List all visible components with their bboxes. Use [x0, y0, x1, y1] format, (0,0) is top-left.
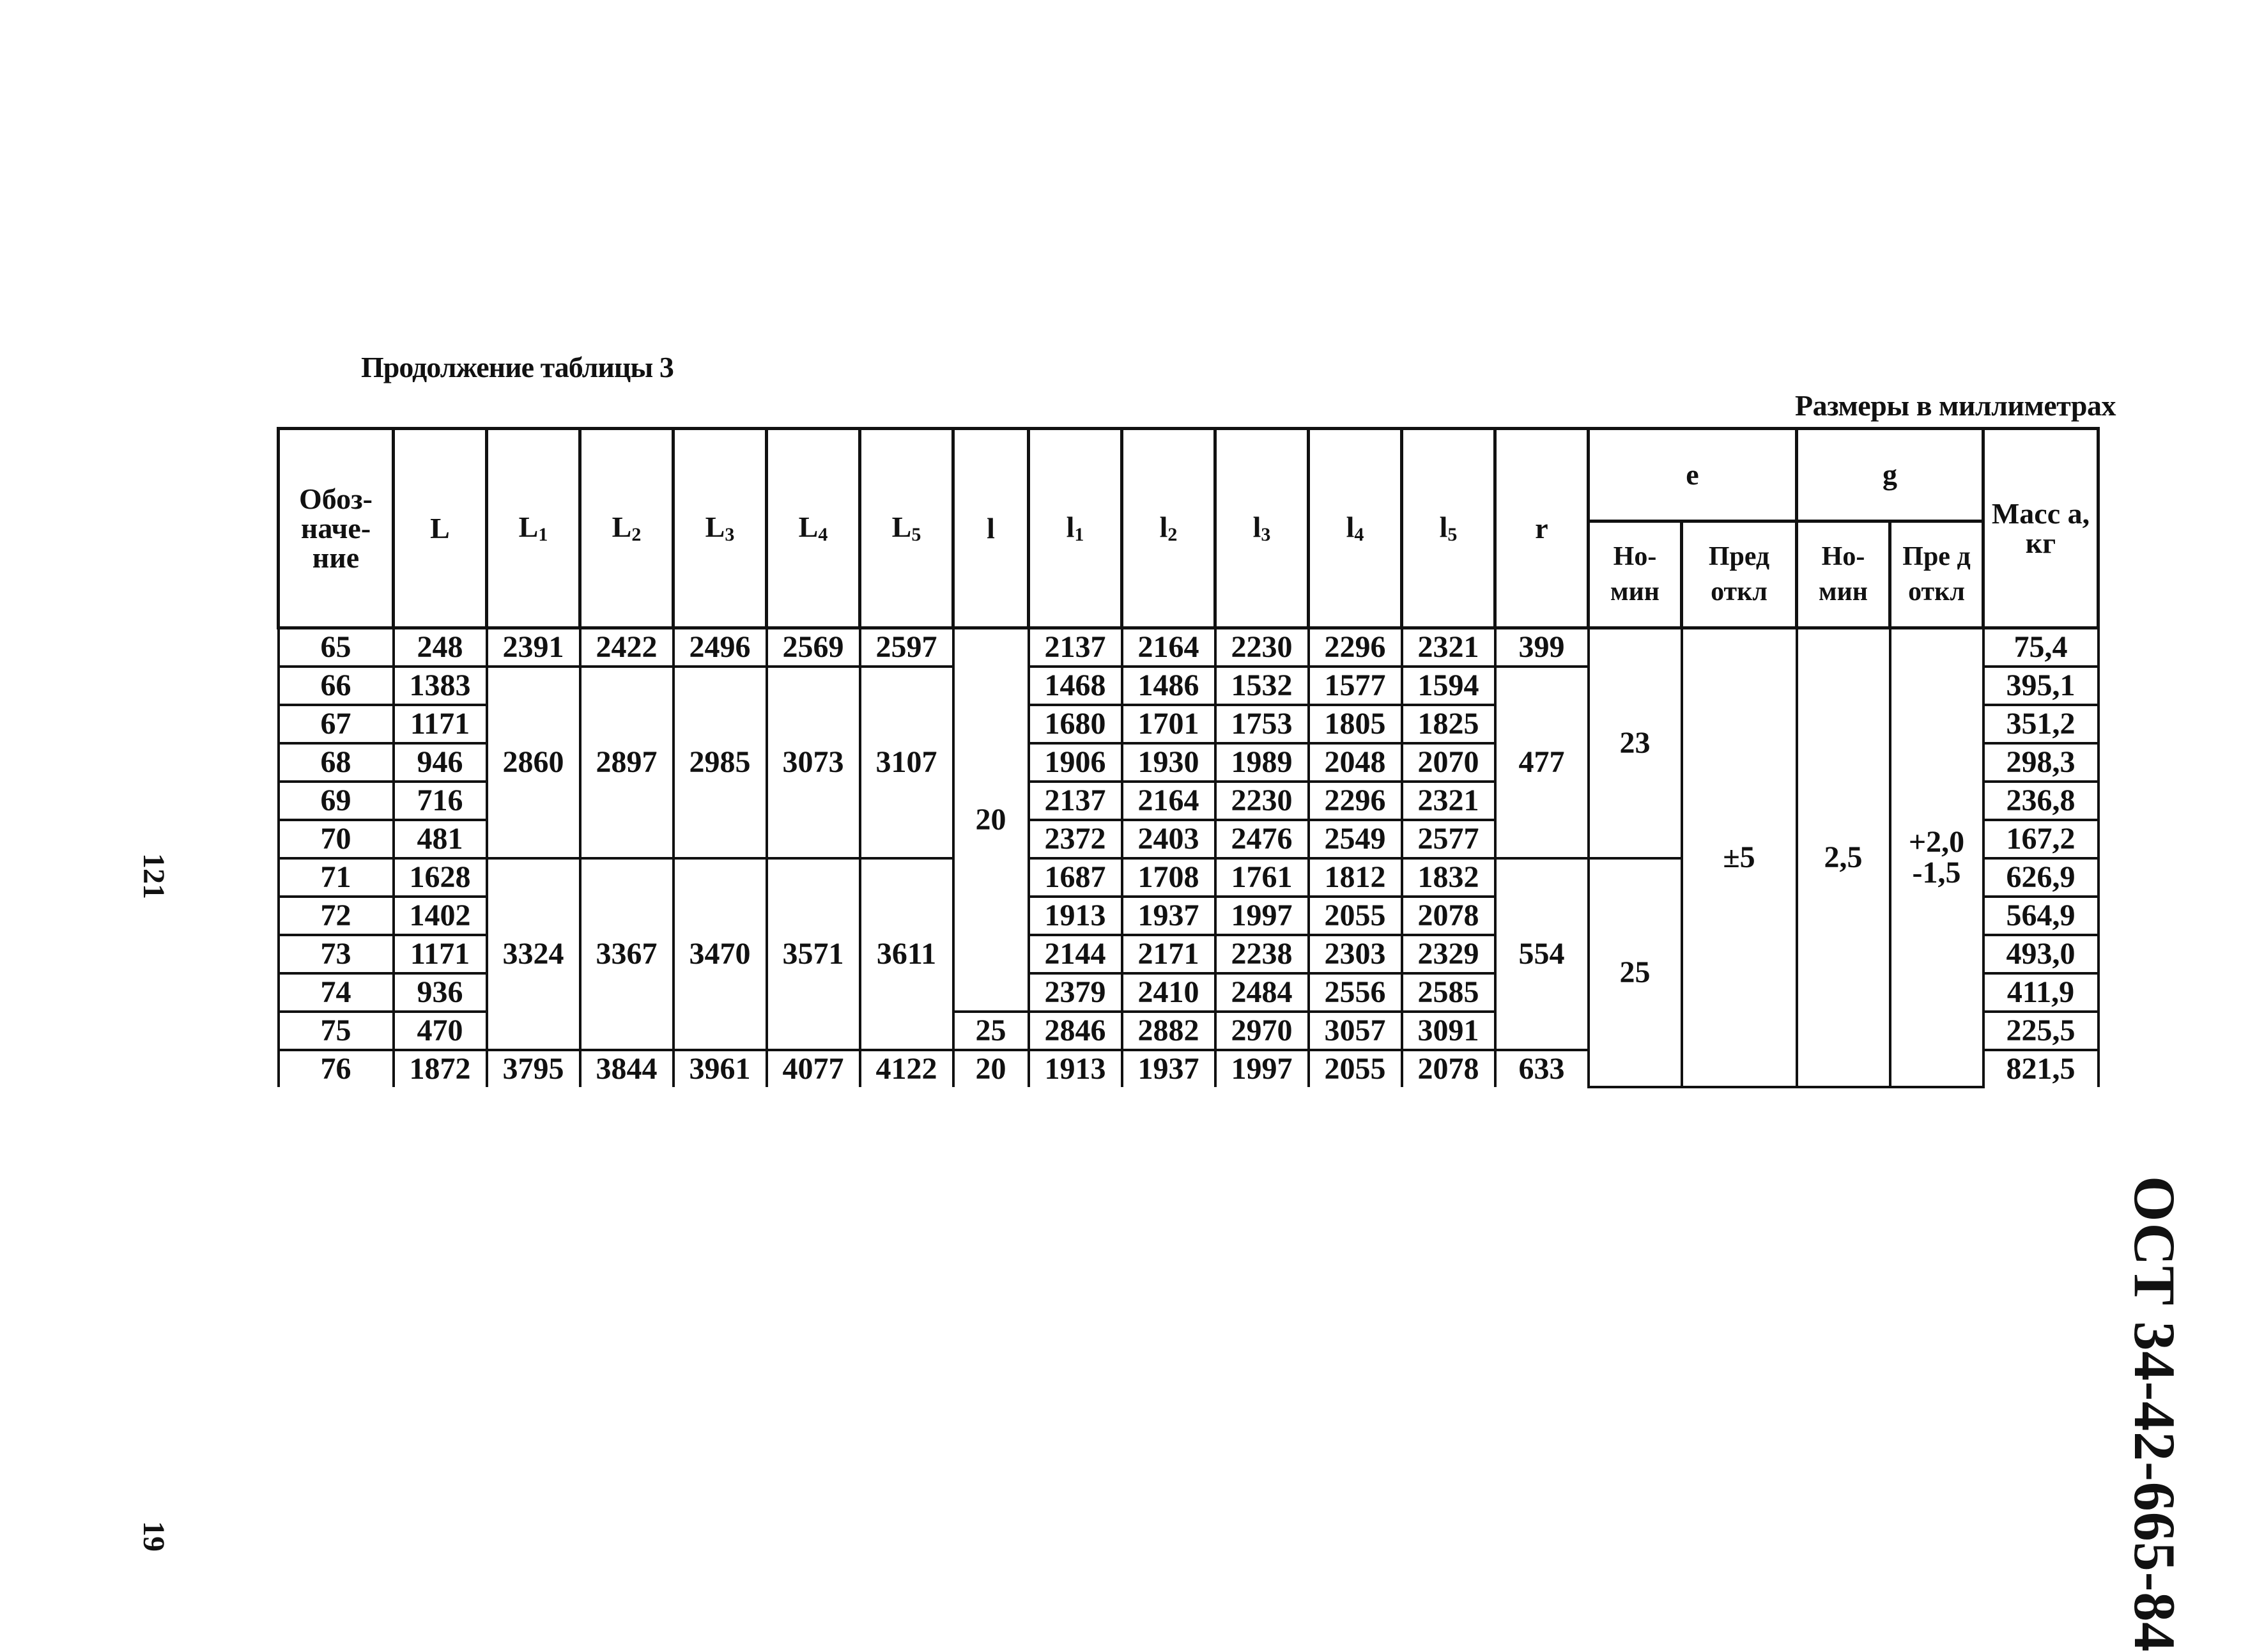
cell-L2: 2422 [580, 628, 674, 667]
cell-l3: 1997 [1215, 897, 1309, 935]
header-l3-label: l [1252, 510, 1261, 543]
cell-l3: 1989 [1215, 743, 1309, 782]
cell-l4: 2055 [1309, 897, 1402, 935]
cell-l1: 1913 [1029, 1050, 1122, 1087]
header-l5-sub: 5 [1447, 523, 1458, 545]
cell-l4: 1577 [1309, 667, 1402, 705]
cell-L: 470 [394, 1012, 487, 1050]
cell-mass: 167,2 [1983, 820, 2099, 858]
header-l2-sub: 2 [1167, 523, 1178, 545]
cell-l5: 2321 [1402, 628, 1495, 667]
cell-mass: 351,2 [1983, 705, 2099, 743]
cell-l2: 1701 [1122, 705, 1215, 743]
header-L2-sub: 2 [631, 523, 642, 545]
header-L2 [580, 429, 674, 628]
cell-l2: 1708 [1122, 858, 1215, 897]
cell-designation: 73 [279, 935, 394, 973]
header-l4-sub: 4 [1354, 523, 1364, 545]
cell-l2: 2164 [1122, 628, 1215, 667]
cell-l1: 2379 [1029, 973, 1122, 1012]
table-caption: Продолжение таблицы 3 [361, 351, 674, 383]
cell-L: 481 [394, 820, 487, 858]
header-l1 [1029, 429, 1122, 628]
cell-l3: 1753 [1215, 705, 1309, 743]
cell-mass: 225,5 [1983, 1012, 2099, 1050]
cell-l5: 2078 [1402, 1050, 1495, 1087]
cell-L: 1171 [394, 935, 487, 973]
cell-l: 20 [953, 1050, 1029, 1087]
header-L5-label: L [891, 510, 912, 543]
header-l5 [1402, 429, 1495, 628]
header-L1 [487, 429, 580, 628]
cell-L2: 3844 [580, 1050, 674, 1087]
cell-L5: 3107 [860, 667, 953, 858]
header-L3-sub: 3 [725, 523, 735, 545]
cell-l5: 2585 [1402, 973, 1495, 1012]
g-deviation-plus: +2,0 [1908, 825, 1965, 859]
page-number-top: 121 [137, 853, 171, 899]
cell-l4: 2296 [1309, 628, 1402, 667]
cell-l4: 2048 [1309, 743, 1402, 782]
cell-r: 633 [1495, 1050, 1589, 1087]
cell-l2: 1930 [1122, 743, 1215, 782]
header-r [1495, 429, 1589, 628]
header-e-deviation [1682, 521, 1797, 628]
cell-l1: 1687 [1029, 858, 1122, 897]
cell-L4: 4077 [767, 1050, 860, 1087]
cell-L1: 3795 [487, 1050, 580, 1087]
cell-designation: 71 [279, 858, 394, 897]
header-l2-label: l [1159, 510, 1168, 543]
header-L1-sub: 1 [538, 523, 548, 545]
cell-mass: 75,4 [1983, 628, 2099, 667]
header-l1-sub: 1 [1074, 523, 1084, 545]
cell-designation: 76 [279, 1050, 394, 1087]
cell-r: 399 [1495, 628, 1589, 667]
cell-L2: 3367 [580, 858, 674, 1050]
cell-L3: 3470 [674, 858, 767, 1050]
cell-designation: 65 [279, 628, 394, 667]
units-note: Размеры в миллиметрах [1795, 389, 2116, 422]
header-L4-label: L [798, 510, 819, 543]
cell-L3: 2496 [674, 628, 767, 667]
cell-l1: 2137 [1029, 782, 1122, 820]
header-l4-label: l [1346, 510, 1355, 543]
cell-g-nominal: 2,5 [1797, 628, 1890, 1088]
cell-l: 20 [953, 628, 1029, 1012]
cell-l3: 2238 [1215, 935, 1309, 973]
cell-l3: 2476 [1215, 820, 1309, 858]
header-L5-sub: 5 [911, 523, 921, 545]
cell-designation: 75 [279, 1012, 394, 1050]
cell-l5: 2329 [1402, 935, 1495, 973]
header-l2 [1122, 429, 1215, 628]
g-deviation-minus: -1,5 [1912, 856, 1961, 890]
cell-L: 1171 [394, 705, 487, 743]
header-L4-sub: 4 [818, 523, 828, 545]
cell-l2: 2410 [1122, 973, 1215, 1012]
header-g-deviation [1890, 521, 1983, 628]
header-g-nominal [1797, 521, 1890, 628]
cell-l4: 2556 [1309, 973, 1402, 1012]
header-designation [279, 429, 394, 628]
cell-l4: 2055 [1309, 1050, 1402, 1087]
cell-l1: 2144 [1029, 935, 1122, 973]
header-e-nominal-label: Но-мин [1610, 542, 1660, 606]
cell-l4: 2549 [1309, 820, 1402, 858]
cell-designation: 69 [279, 782, 394, 820]
cell-L1: 3324 [487, 858, 580, 1050]
header-g-label: g [1883, 458, 1897, 491]
cell-r: 477 [1495, 667, 1589, 858]
cell-r: 554 [1495, 858, 1589, 1050]
header-g-nominal-label: Но-мин [1818, 542, 1868, 606]
cell-L: 936 [394, 973, 487, 1012]
cell-l5: 3091 [1402, 1012, 1495, 1050]
header-mass-label: Масс а, кг [1991, 497, 2090, 559]
cell-L4: 2569 [767, 628, 860, 667]
document-code: ОСТ 34-42-665-84 [2122, 1176, 2187, 1652]
cell-L4: 3073 [767, 667, 860, 858]
header-e-label: e [1686, 458, 1699, 491]
cell-mass: 493,0 [1983, 935, 2099, 973]
cell-l3: 1997 [1215, 1050, 1309, 1087]
cell-mass: 395,1 [1983, 667, 2099, 705]
cell-l5: 1594 [1402, 667, 1495, 705]
cell-l1: 1680 [1029, 705, 1122, 743]
cell-designation: 68 [279, 743, 394, 782]
cell-l2: 2171 [1122, 935, 1215, 973]
table-row [279, 628, 2099, 667]
header-L2-label: L [612, 510, 632, 543]
header-l5-label: l [1439, 510, 1448, 543]
cell-mass: 821,5 [1983, 1050, 2099, 1087]
cell-designation: 74 [279, 973, 394, 1012]
cell-l5: 2078 [1402, 897, 1495, 935]
cell-mass: 236,8 [1983, 782, 2099, 820]
cell-l5: 2577 [1402, 820, 1495, 858]
cell-l5: 1832 [1402, 858, 1495, 897]
cell-l4: 3057 [1309, 1012, 1402, 1050]
header-l [953, 429, 1029, 628]
cell-l5: 2070 [1402, 743, 1495, 782]
header-g-deviation-label: Пре д откл [1902, 542, 1971, 606]
header-mass [1983, 429, 2099, 628]
header-L4 [767, 429, 860, 628]
page-number-bottom: 19 [137, 1521, 171, 1552]
cell-l3: 1761 [1215, 858, 1309, 897]
header-e [1589, 429, 1797, 521]
cell-l3: 2970 [1215, 1012, 1309, 1050]
cell-e-deviation: ±5 [1682, 628, 1797, 1088]
cell-e-nominal: 23 [1589, 628, 1682, 859]
cell-l: 25 [953, 1012, 1029, 1050]
cell-L5: 2597 [860, 628, 953, 667]
header-L [394, 429, 487, 628]
cell-l4: 1805 [1309, 705, 1402, 743]
cell-l4: 2303 [1309, 935, 1402, 973]
header-L5 [860, 429, 953, 628]
cell-L: 716 [394, 782, 487, 820]
cell-l1: 1913 [1029, 897, 1122, 935]
cell-L1: 2391 [487, 628, 580, 667]
cell-e-nominal: 25 [1589, 858, 1682, 1087]
cell-l1: 2846 [1029, 1012, 1122, 1050]
cell-L2: 2897 [580, 667, 674, 858]
cell-L5: 4122 [860, 1050, 953, 1087]
cell-l1: 2137 [1029, 628, 1122, 667]
cell-L3: 3961 [674, 1050, 767, 1087]
cell-l2: 2882 [1122, 1012, 1215, 1050]
cell-l3: 2484 [1215, 973, 1309, 1012]
cell-mass: 298,3 [1983, 743, 2099, 782]
header-l4 [1309, 429, 1402, 628]
cell-L: 248 [394, 628, 487, 667]
cell-L: 1628 [394, 858, 487, 897]
cell-l2: 1486 [1122, 667, 1215, 705]
cell-designation: 67 [279, 705, 394, 743]
cell-l2: 1937 [1122, 1050, 1215, 1087]
cell-mass: 564,9 [1983, 897, 2099, 935]
cell-l3: 2230 [1215, 782, 1309, 820]
header-L3-label: L [705, 510, 725, 543]
cell-l3: 2230 [1215, 628, 1309, 667]
header-e-deviation-label: Пред откл [1708, 542, 1770, 606]
cell-l2: 2403 [1122, 820, 1215, 858]
cell-L: 946 [394, 743, 487, 782]
cell-l1: 1468 [1029, 667, 1122, 705]
cell-l1: 1906 [1029, 743, 1122, 782]
header-r-label: r [1535, 511, 1548, 544]
header-l3 [1215, 429, 1309, 628]
header-l1-label: l [1066, 510, 1075, 543]
dimensions-table [277, 427, 2100, 1088]
header-L3 [674, 429, 767, 628]
cell-designation: 72 [279, 897, 394, 935]
cell-L4: 3571 [767, 858, 860, 1050]
cell-mass: 411,9 [1983, 973, 2099, 1012]
cell-l5: 2321 [1402, 782, 1495, 820]
cell-g-deviation [1890, 628, 1983, 1088]
cell-l4: 2296 [1309, 782, 1402, 820]
cell-l2: 2164 [1122, 782, 1215, 820]
header-designation-label: Обоз-наче-ние [299, 482, 373, 574]
header-L1-label: L [518, 510, 539, 543]
cell-l4: 1812 [1309, 858, 1402, 897]
cell-L: 1402 [394, 897, 487, 935]
header-g [1797, 429, 1983, 521]
header-e-nominal [1589, 521, 1682, 628]
cell-L: 1383 [394, 667, 487, 705]
cell-l2: 1937 [1122, 897, 1215, 935]
header-l-label: l [987, 511, 995, 544]
cell-l5: 1825 [1402, 705, 1495, 743]
cell-L1: 2860 [487, 667, 580, 858]
header-l3-sub: 3 [1261, 523, 1271, 545]
cell-L: 1872 [394, 1050, 487, 1087]
cell-designation: 70 [279, 820, 394, 858]
cell-l3: 1532 [1215, 667, 1309, 705]
cell-L3: 2985 [674, 667, 767, 858]
header-L-label: L [430, 511, 450, 544]
cell-l1: 2372 [1029, 820, 1122, 858]
cell-designation: 66 [279, 667, 394, 705]
cell-L5: 3611 [860, 858, 953, 1050]
cell-mass: 626,9 [1983, 858, 2099, 897]
